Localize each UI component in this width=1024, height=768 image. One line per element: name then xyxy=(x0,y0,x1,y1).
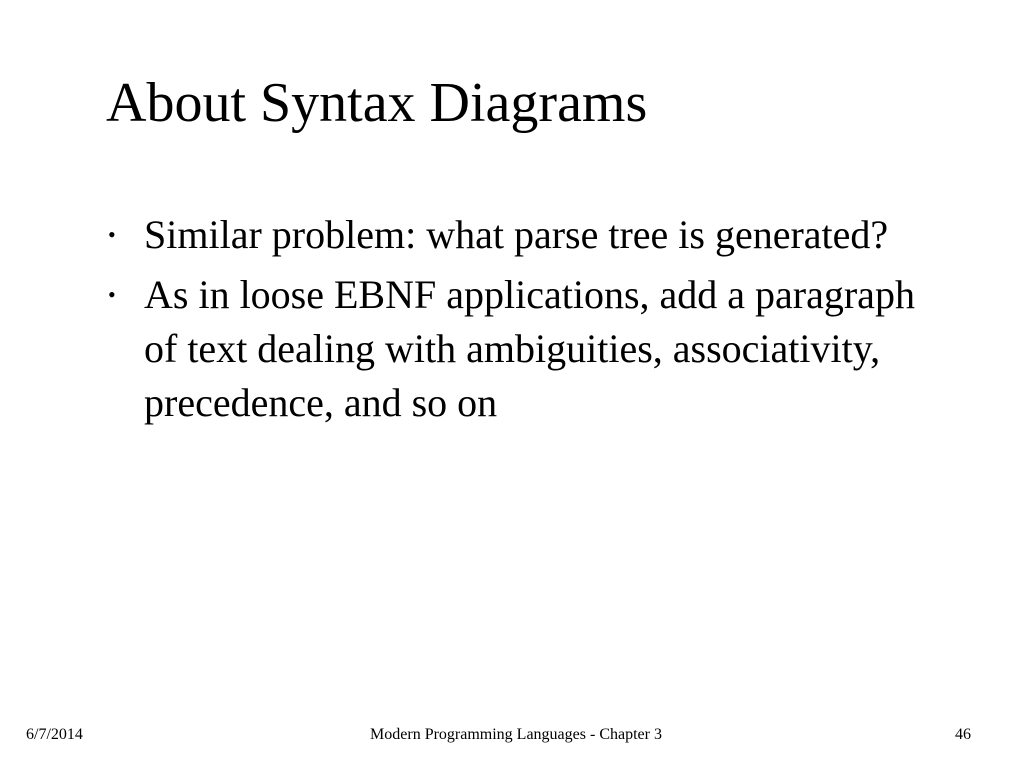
bullet-item xyxy=(0,268,1024,430)
bullet-marker: • xyxy=(108,282,116,307)
page-number: 46 xyxy=(955,726,971,743)
bullet-item xyxy=(0,208,1024,262)
bullet-list xyxy=(0,208,1024,436)
bullet-marker: • xyxy=(108,222,116,247)
bullet-text: As in loose EBNF applications, add a paragraph of text dealing with ambiguities, associativity, precedence, and so on xyxy=(144,272,915,425)
bullet-text: Similar problem: what parse tree is generated? xyxy=(144,212,889,257)
slide-title: About Syntax Diagrams xyxy=(106,72,648,134)
footer-title: Modern Programming Languages - Chapter 3 xyxy=(370,726,662,743)
footer-date: 6/7/2014 xyxy=(26,726,83,743)
